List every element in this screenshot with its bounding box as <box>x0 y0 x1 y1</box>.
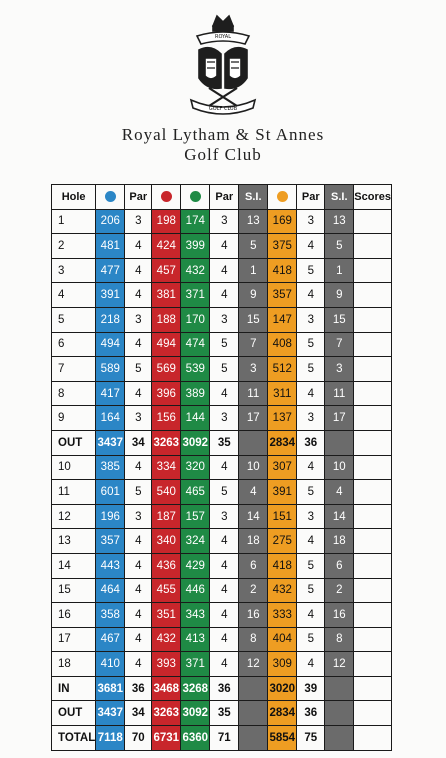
par-cell: 4 <box>210 627 239 652</box>
orange-tee-dot-icon <box>277 191 288 202</box>
stroke-index-cell <box>325 726 354 751</box>
hole-row <box>52 603 392 628</box>
stroke-index-cell: 12 <box>239 652 268 677</box>
blue-yardage-cell: 589 <box>96 357 125 382</box>
blue-yardage-cell: 494 <box>96 332 125 357</box>
hole-row <box>52 406 392 431</box>
orange-yardage-cell: 137 <box>268 406 297 431</box>
orange-yardage-cell: 418 <box>268 258 297 283</box>
hole-cell: 17 <box>52 627 96 652</box>
hole-cell: 12 <box>52 504 96 529</box>
green-yardage-cell: 399 <box>181 234 210 259</box>
red-yardage-cell: 540 <box>152 480 181 505</box>
stroke-index-cell: 13 <box>239 209 268 234</box>
orange-yardage-cell: 375 <box>268 234 297 259</box>
score-entry-cell[interactable] <box>354 603 392 628</box>
orange-yardage-cell: 418 <box>268 553 297 578</box>
par-cell: 4 <box>297 283 325 308</box>
red-yardage-cell: 396 <box>152 381 181 406</box>
hole-row <box>52 578 392 603</box>
hole-cell: 16 <box>52 603 96 628</box>
score-entry-cell[interactable] <box>354 357 392 382</box>
par-cell: 5 <box>297 627 325 652</box>
stroke-index-cell: 6 <box>325 553 354 578</box>
red-yardage-cell: 432 <box>152 627 181 652</box>
stroke-index-cell: 1 <box>239 258 268 283</box>
hole-cell: 9 <box>52 406 96 431</box>
blue-tee-dot-icon <box>105 191 116 202</box>
hole-row <box>52 381 392 406</box>
header-par: Par <box>297 185 325 210</box>
red-yardage-cell: 187 <box>152 504 181 529</box>
par-cell: 4 <box>210 455 239 480</box>
hole-row <box>52 553 392 578</box>
hole-row <box>52 258 392 283</box>
red-yardage-cell: 156 <box>152 406 181 431</box>
header-par: Par <box>125 185 152 210</box>
hole-row <box>52 307 392 332</box>
club-name-line2: Golf Club <box>184 145 262 164</box>
royal-lytham-crest-icon <box>183 10 263 120</box>
hole-row <box>52 504 392 529</box>
header-scores: Scores <box>354 185 392 210</box>
score-entry-cell[interactable] <box>354 627 392 652</box>
summary-row <box>52 430 392 455</box>
stroke-index-cell <box>325 676 354 701</box>
score-entry-cell[interactable] <box>354 258 392 283</box>
stroke-index-cell: 2 <box>239 578 268 603</box>
par-cell: 4 <box>210 578 239 603</box>
orange-yardage-cell: 307 <box>268 455 297 480</box>
par-cell: 4 <box>125 234 152 259</box>
par-cell: 4 <box>125 332 152 357</box>
orange-yardage-cell: 391 <box>268 480 297 505</box>
crest-ribbon-text: GOLF CLUB <box>208 106 238 112</box>
par-cell: 5 <box>297 480 325 505</box>
green-yardage-cell: 144 <box>181 406 210 431</box>
stroke-index-cell: 5 <box>239 234 268 259</box>
par-cell: 3 <box>297 209 325 234</box>
blue-yardage-cell: 357 <box>96 529 125 554</box>
par-cell: 4 <box>297 234 325 259</box>
blue-yardage-cell: 385 <box>96 455 125 480</box>
par-cell: 5 <box>125 357 152 382</box>
hole-row <box>52 283 392 308</box>
par-cell: 4 <box>125 578 152 603</box>
score-entry-cell[interactable] <box>354 480 392 505</box>
stroke-index-cell: 4 <box>239 480 268 505</box>
par-cell: 4 <box>125 381 152 406</box>
par-cell: 4 <box>210 381 239 406</box>
hole-row <box>52 529 392 554</box>
par-cell: 4 <box>210 258 239 283</box>
red-yardage-cell: 455 <box>152 578 181 603</box>
blue-yardage-cell: 477 <box>96 258 125 283</box>
stroke-index-cell: 16 <box>325 603 354 628</box>
orange-yardage-cell: 432 <box>268 578 297 603</box>
par-cell: 4 <box>297 381 325 406</box>
orange-yardage-cell: 408 <box>268 332 297 357</box>
par-cell: 5 <box>125 480 152 505</box>
score-entry-cell[interactable] <box>354 701 392 726</box>
green-yardage-cell: 446 <box>181 578 210 603</box>
par-cell: 5 <box>210 480 239 505</box>
stroke-index-cell: 7 <box>239 332 268 357</box>
hole-cell: 2 <box>52 234 96 259</box>
hole-cell: 15 <box>52 578 96 603</box>
green-yardage-cell: 320 <box>181 455 210 480</box>
score-entry-cell[interactable] <box>354 307 392 332</box>
hole-row <box>52 357 392 382</box>
stroke-index-cell <box>239 430 268 455</box>
green-yardage-cell: 170 <box>181 307 210 332</box>
blue-yardage-cell: 164 <box>96 406 125 431</box>
score-entry-cell[interactable] <box>354 381 392 406</box>
hole-row <box>52 332 392 357</box>
orange-yardage-cell: 147 <box>268 307 297 332</box>
hole-row <box>52 455 392 480</box>
stroke-index-cell: 6 <box>239 553 268 578</box>
par-cell: 4 <box>210 553 239 578</box>
crest-banner-text: ROYAL <box>214 34 232 40</box>
stroke-index-cell: 11 <box>325 381 354 406</box>
hole-row <box>52 234 392 259</box>
stroke-index-cell: 18 <box>325 529 354 554</box>
stroke-index-cell <box>239 676 268 701</box>
hole-cell: OUT <box>52 701 96 726</box>
score-entry-cell[interactable] <box>354 406 392 431</box>
header-orange-tee <box>268 185 297 210</box>
par-cell: 4 <box>210 652 239 677</box>
orange-yardage-cell: 333 <box>268 603 297 628</box>
score-entry-cell[interactable] <box>354 209 392 234</box>
stroke-index-cell: 15 <box>325 307 354 332</box>
hole-cell: 3 <box>52 258 96 283</box>
hole-cell: 4 <box>52 283 96 308</box>
par-cell: 4 <box>125 283 152 308</box>
orange-yardage-cell: 404 <box>268 627 297 652</box>
stroke-index-cell: 1 <box>325 258 354 283</box>
score-entry-cell[interactable] <box>354 529 392 554</box>
hole-row <box>52 652 392 677</box>
red-yardage-cell: 424 <box>152 234 181 259</box>
orange-yardage-cell: 3020 <box>268 676 297 701</box>
par-cell: 36 <box>297 701 325 726</box>
par-cell: 35 <box>210 701 239 726</box>
red-yardage-cell: 351 <box>152 603 181 628</box>
blue-yardage-cell: 218 <box>96 307 125 332</box>
par-cell: 5 <box>297 553 325 578</box>
stroke-index-cell: 15 <box>239 307 268 332</box>
red-yardage-cell: 3263 <box>152 701 181 726</box>
par-cell: 4 <box>210 603 239 628</box>
hole-cell: 10 <box>52 455 96 480</box>
header-blue-tee <box>96 185 125 210</box>
red-yardage-cell: 381 <box>152 283 181 308</box>
header-hole: Hole <box>52 185 96 210</box>
par-cell: 4 <box>210 234 239 259</box>
green-yardage-cell: 474 <box>181 332 210 357</box>
green-yardage-cell: 343 <box>181 603 210 628</box>
score-entry-cell[interactable] <box>354 676 392 701</box>
green-yardage-cell: 432 <box>181 258 210 283</box>
green-yardage-cell: 389 <box>181 381 210 406</box>
red-yardage-cell: 3468 <box>152 676 181 701</box>
orange-yardage-cell: 309 <box>268 652 297 677</box>
par-cell: 4 <box>297 603 325 628</box>
blue-yardage-cell: 481 <box>96 234 125 259</box>
par-cell: 70 <box>125 726 152 751</box>
par-cell: 4 <box>125 529 152 554</box>
hole-cell: 6 <box>52 332 96 357</box>
par-cell: 3 <box>125 406 152 431</box>
stroke-index-cell: 12 <box>325 652 354 677</box>
blue-yardage-cell: 206 <box>96 209 125 234</box>
par-cell: 3 <box>125 504 152 529</box>
score-entry-cell[interactable] <box>354 553 392 578</box>
hole-cell: 14 <box>52 553 96 578</box>
stroke-index-cell: 11 <box>239 381 268 406</box>
hole-row <box>52 627 392 652</box>
green-yardage-cell: 539 <box>181 357 210 382</box>
par-cell: 5 <box>297 357 325 382</box>
par-cell: 3 <box>297 406 325 431</box>
par-cell: 4 <box>297 529 325 554</box>
stroke-index-cell: 18 <box>239 529 268 554</box>
red-yardage-cell: 3263 <box>152 430 181 455</box>
blue-yardage-cell: 601 <box>96 480 125 505</box>
orange-yardage-cell: 2834 <box>268 430 297 455</box>
stroke-index-cell: 3 <box>325 357 354 382</box>
par-cell: 35 <box>210 430 239 455</box>
red-yardage-cell: 494 <box>152 332 181 357</box>
par-cell: 3 <box>125 307 152 332</box>
stroke-index-cell: 14 <box>239 504 268 529</box>
blue-yardage-cell: 464 <box>96 578 125 603</box>
header-stroke-index: S.I. <box>325 185 354 210</box>
stroke-index-cell: 2 <box>325 578 354 603</box>
score-entry-cell[interactable] <box>354 234 392 259</box>
hole-cell: 13 <box>52 529 96 554</box>
stroke-index-cell: 4 <box>325 480 354 505</box>
par-cell: 36 <box>297 430 325 455</box>
stroke-index-cell: 16 <box>239 603 268 628</box>
stroke-index-cell <box>325 430 354 455</box>
blue-yardage-cell: 467 <box>96 627 125 652</box>
stroke-index-cell: 17 <box>325 406 354 431</box>
stroke-index-cell: 17 <box>239 406 268 431</box>
orange-yardage-cell: 311 <box>268 381 297 406</box>
score-entry-cell[interactable] <box>354 430 392 455</box>
score-entry-cell[interactable] <box>354 726 392 751</box>
stroke-index-cell: 3 <box>239 357 268 382</box>
stroke-index-cell: 10 <box>239 455 268 480</box>
green-yardage-cell: 6360 <box>181 726 210 751</box>
header-red-tee <box>152 185 181 210</box>
stroke-index-cell: 7 <box>325 332 354 357</box>
par-cell: 4 <box>125 627 152 652</box>
stroke-index-cell: 10 <box>325 455 354 480</box>
orange-yardage-cell: 151 <box>268 504 297 529</box>
par-cell: 34 <box>125 701 152 726</box>
orange-yardage-cell: 169 <box>268 209 297 234</box>
green-yardage-cell: 429 <box>181 553 210 578</box>
hole-cell: OUT <box>52 430 96 455</box>
header-row <box>52 185 392 210</box>
score-entry-cell[interactable] <box>354 455 392 480</box>
orange-yardage-cell: 2834 <box>268 701 297 726</box>
hole-row <box>52 209 392 234</box>
par-cell: 36 <box>210 676 239 701</box>
red-yardage-cell: 569 <box>152 357 181 382</box>
par-cell: 4 <box>125 455 152 480</box>
red-yardage-cell: 457 <box>152 258 181 283</box>
par-cell: 3 <box>210 504 239 529</box>
green-yardage-cell: 371 <box>181 283 210 308</box>
hole-cell: TOTAL <box>52 726 96 751</box>
par-cell: 3 <box>125 209 152 234</box>
par-cell: 5 <box>297 258 325 283</box>
green-yardage-cell: 371 <box>181 652 210 677</box>
summary-row <box>52 701 392 726</box>
par-cell: 5 <box>297 578 325 603</box>
red-yardage-cell: 436 <box>152 553 181 578</box>
header-stroke-index: S.I. <box>239 185 268 210</box>
green-yardage-cell: 413 <box>181 627 210 652</box>
summary-row <box>52 676 392 701</box>
orange-yardage-cell: 512 <box>268 357 297 382</box>
orange-yardage-cell: 357 <box>268 283 297 308</box>
par-cell: 4 <box>297 652 325 677</box>
blue-yardage-cell: 7118 <box>96 726 125 751</box>
hole-cell: IN <box>52 676 96 701</box>
stroke-index-cell: 13 <box>325 209 354 234</box>
blue-yardage-cell: 391 <box>96 283 125 308</box>
orange-yardage-cell: 275 <box>268 529 297 554</box>
blue-yardage-cell: 3437 <box>96 430 125 455</box>
par-cell: 4 <box>125 258 152 283</box>
par-cell: 4 <box>125 652 152 677</box>
blue-yardage-cell: 3681 <box>96 676 125 701</box>
par-cell: 71 <box>210 726 239 751</box>
orange-yardage-cell: 5854 <box>268 726 297 751</box>
green-yardage-cell: 324 <box>181 529 210 554</box>
par-cell: 3 <box>210 406 239 431</box>
header-green-tee <box>181 185 210 210</box>
par-cell: 4 <box>125 603 152 628</box>
par-cell: 5 <box>297 332 325 357</box>
par-cell: 5 <box>210 357 239 382</box>
hole-cell: 1 <box>52 209 96 234</box>
green-yardage-cell: 3092 <box>181 430 210 455</box>
scorecard-table <box>51 184 392 751</box>
stroke-index-cell: 5 <box>325 234 354 259</box>
blue-yardage-cell: 3437 <box>96 701 125 726</box>
blue-yardage-cell: 417 <box>96 381 125 406</box>
stroke-index-cell: 9 <box>239 283 268 308</box>
green-yardage-cell: 3092 <box>181 701 210 726</box>
blue-yardage-cell: 410 <box>96 652 125 677</box>
par-cell: 4 <box>210 529 239 554</box>
red-yardage-cell: 393 <box>152 652 181 677</box>
par-cell: 4 <box>210 283 239 308</box>
hole-cell: 11 <box>52 480 96 505</box>
hole-cell: 18 <box>52 652 96 677</box>
header-par: Par <box>210 185 239 210</box>
red-yardage-cell: 6731 <box>152 726 181 751</box>
par-cell: 3 <box>210 209 239 234</box>
hole-cell: 8 <box>52 381 96 406</box>
score-entry-cell[interactable] <box>354 283 392 308</box>
green-yardage-cell: 157 <box>181 504 210 529</box>
green-yardage-cell: 174 <box>181 209 210 234</box>
club-name-line1: Royal Lytham & St Annes <box>121 125 325 144</box>
red-yardage-cell: 340 <box>152 529 181 554</box>
par-cell: 36 <box>125 676 152 701</box>
blue-yardage-cell: 443 <box>96 553 125 578</box>
stroke-index-cell: 14 <box>325 504 354 529</box>
par-cell: 3 <box>210 307 239 332</box>
green-yardage-cell: 465 <box>181 480 210 505</box>
par-cell: 5 <box>210 332 239 357</box>
score-entry-cell[interactable] <box>354 332 392 357</box>
par-cell: 3 <box>297 307 325 332</box>
hole-row <box>52 480 392 505</box>
score-entry-cell[interactable] <box>354 578 392 603</box>
stroke-index-cell <box>325 701 354 726</box>
red-yardage-cell: 188 <box>152 307 181 332</box>
stroke-index-cell <box>239 726 268 751</box>
par-cell: 34 <box>125 430 152 455</box>
par-cell: 39 <box>297 676 325 701</box>
hole-cell: 5 <box>52 307 96 332</box>
red-tee-dot-icon <box>161 191 172 202</box>
red-yardage-cell: 198 <box>152 209 181 234</box>
stroke-index-cell <box>239 701 268 726</box>
blue-yardage-cell: 196 <box>96 504 125 529</box>
score-entry-cell[interactable] <box>354 652 392 677</box>
par-cell: 3 <box>297 504 325 529</box>
blue-yardage-cell: 358 <box>96 603 125 628</box>
summary-row <box>52 726 392 751</box>
stroke-index-cell: 8 <box>325 627 354 652</box>
green-tee-dot-icon <box>190 191 201 202</box>
red-yardage-cell: 334 <box>152 455 181 480</box>
par-cell: 75 <box>297 726 325 751</box>
par-cell: 4 <box>297 455 325 480</box>
stroke-index-cell: 8 <box>239 627 268 652</box>
green-yardage-cell: 3268 <box>181 676 210 701</box>
hole-cell: 7 <box>52 357 96 382</box>
par-cell: 4 <box>125 553 152 578</box>
score-entry-cell[interactable] <box>354 504 392 529</box>
stroke-index-cell: 9 <box>325 283 354 308</box>
